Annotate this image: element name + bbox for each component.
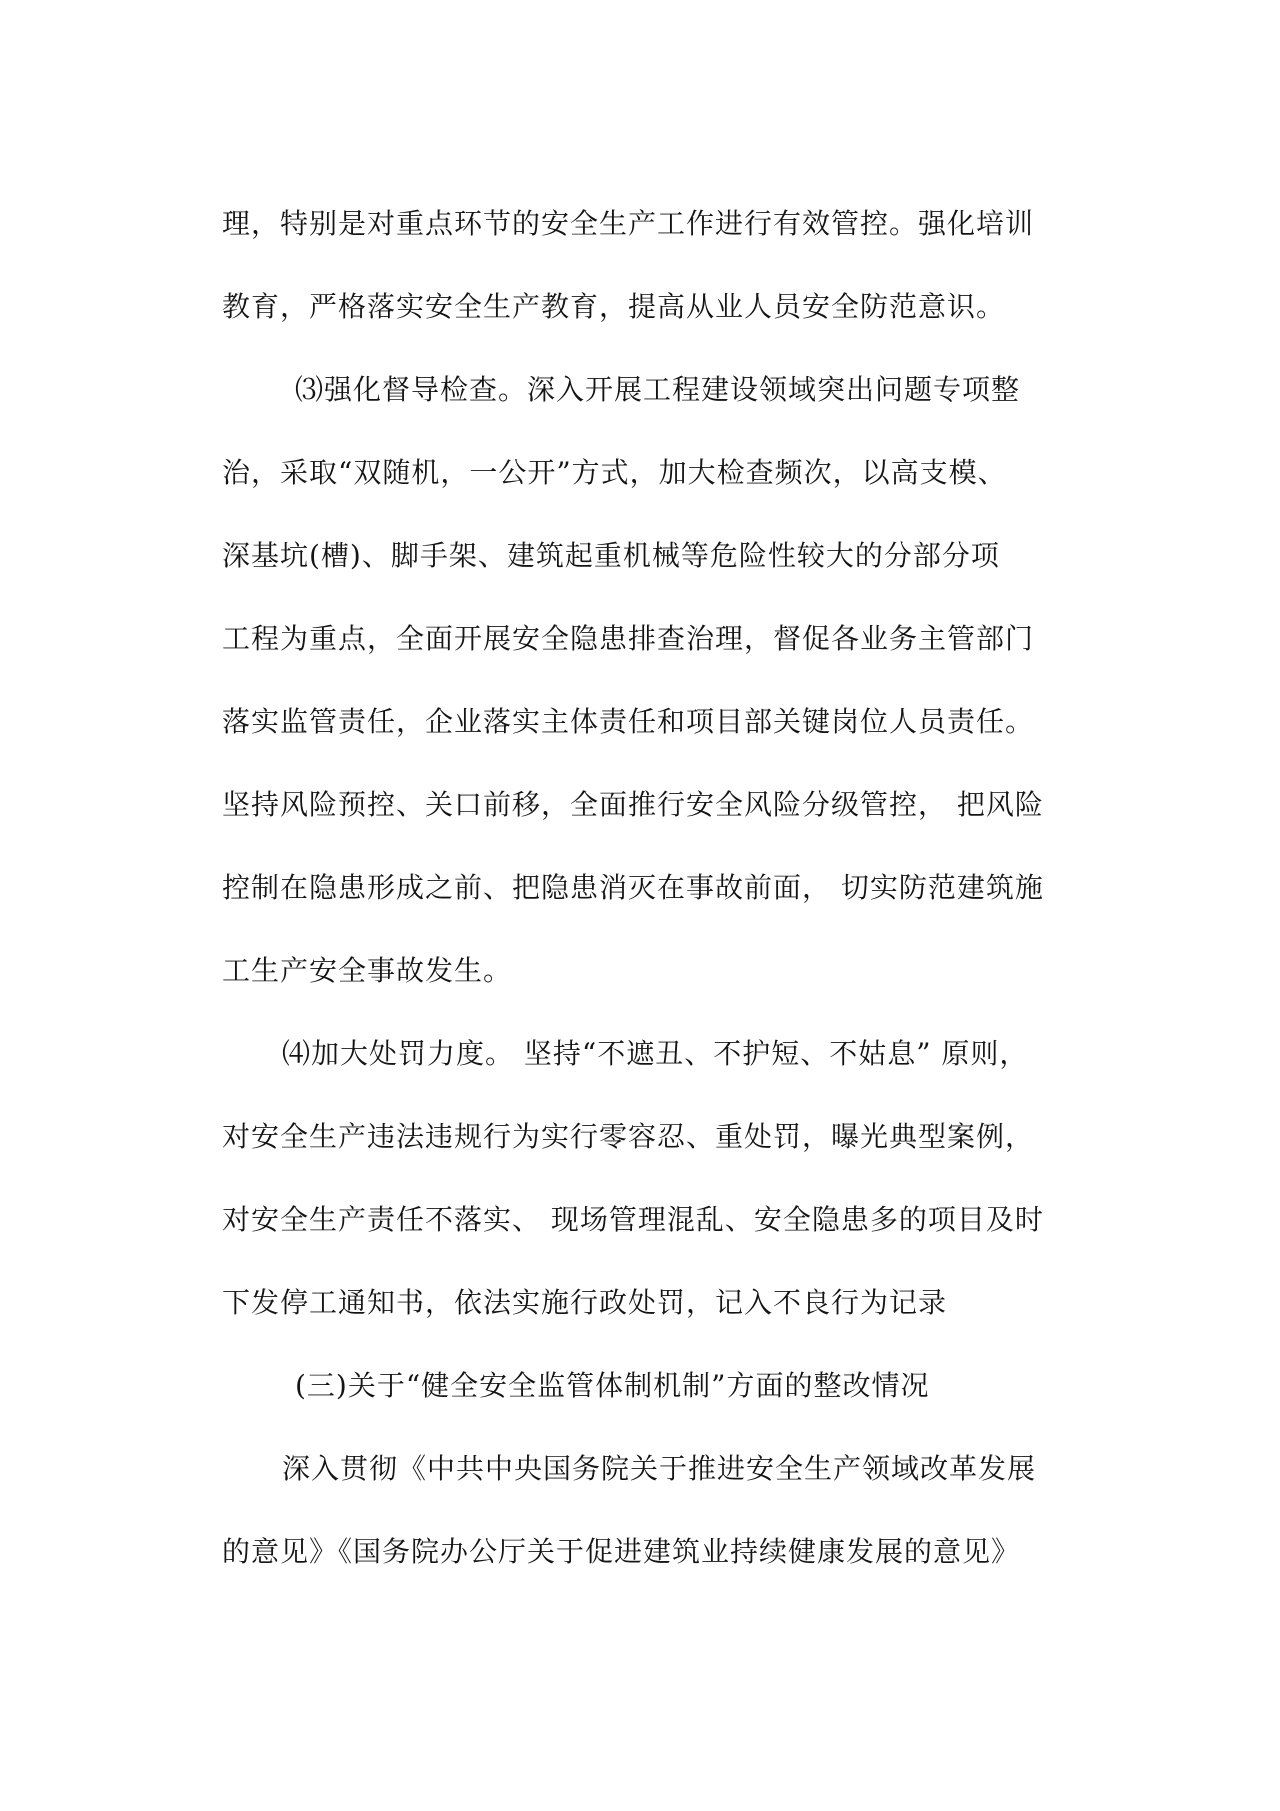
text-line: 教育，严格落实安全生产教育，提高从业人员安全防范意识。 — [222, 290, 1006, 323]
text-line: 工生产安全事故发生。 — [222, 954, 513, 987]
text-line: 坚持风险预控、关口前移，全面推行安全风险分级管控， 把风险 — [222, 788, 1044, 821]
text-line: 控制在隐患形成之前、把隐患消灭在事故前面， 切实防范建筑施 — [222, 871, 1044, 904]
text-line: 深入贯彻《中共中央国务院关于推进安全生产领域改革发展 — [282, 1452, 1037, 1485]
text-line: 对安全生产责任不落实、 现场管理混乱、安全隐患多的项目及时 — [222, 1203, 1044, 1236]
paragraph-heading-3: ⑶强化督导检查。深入开展工程建设领域突出问题专项整 — [295, 373, 1021, 406]
text-line: 治，采取“双随机，一公开”方式，加大检查频次，以高支模、 — [222, 456, 1007, 489]
text-line: 的意见》《国务院办公厅关于促进建筑业持续健康发展的意见》 — [222, 1535, 1021, 1568]
text-line: 深基坑(槽)、脚手架、建筑起重机械等危险性较大的分部分项 — [222, 539, 1000, 572]
section-heading: (三)关于“健全安全监管体制机制”方面的整改情况 — [295, 1369, 930, 1402]
paragraph-heading-4: ⑷加大处罚力度。 坚持“不遮丑、不护短、不姑息” 原则， — [282, 1037, 1029, 1070]
text-line: 工程为重点，全面开展安全隐患排查治理，督促各业务主管部门 — [222, 622, 1035, 655]
text-line: 下发停工通知书，依法实施行政处罚，记入不良行为记录 — [222, 1286, 948, 1319]
text-line: 落实监管责任，企业落实主体责任和项目部关键岗位人员责任。 — [222, 705, 1035, 738]
text-line: 理，特别是对重点环节的安全生产工作进行有效管控。强化培训 — [222, 207, 1035, 240]
text-line: 对安全生产违法违规行为实行零容忍、重处罚，曝光典型案例， — [222, 1120, 1035, 1153]
